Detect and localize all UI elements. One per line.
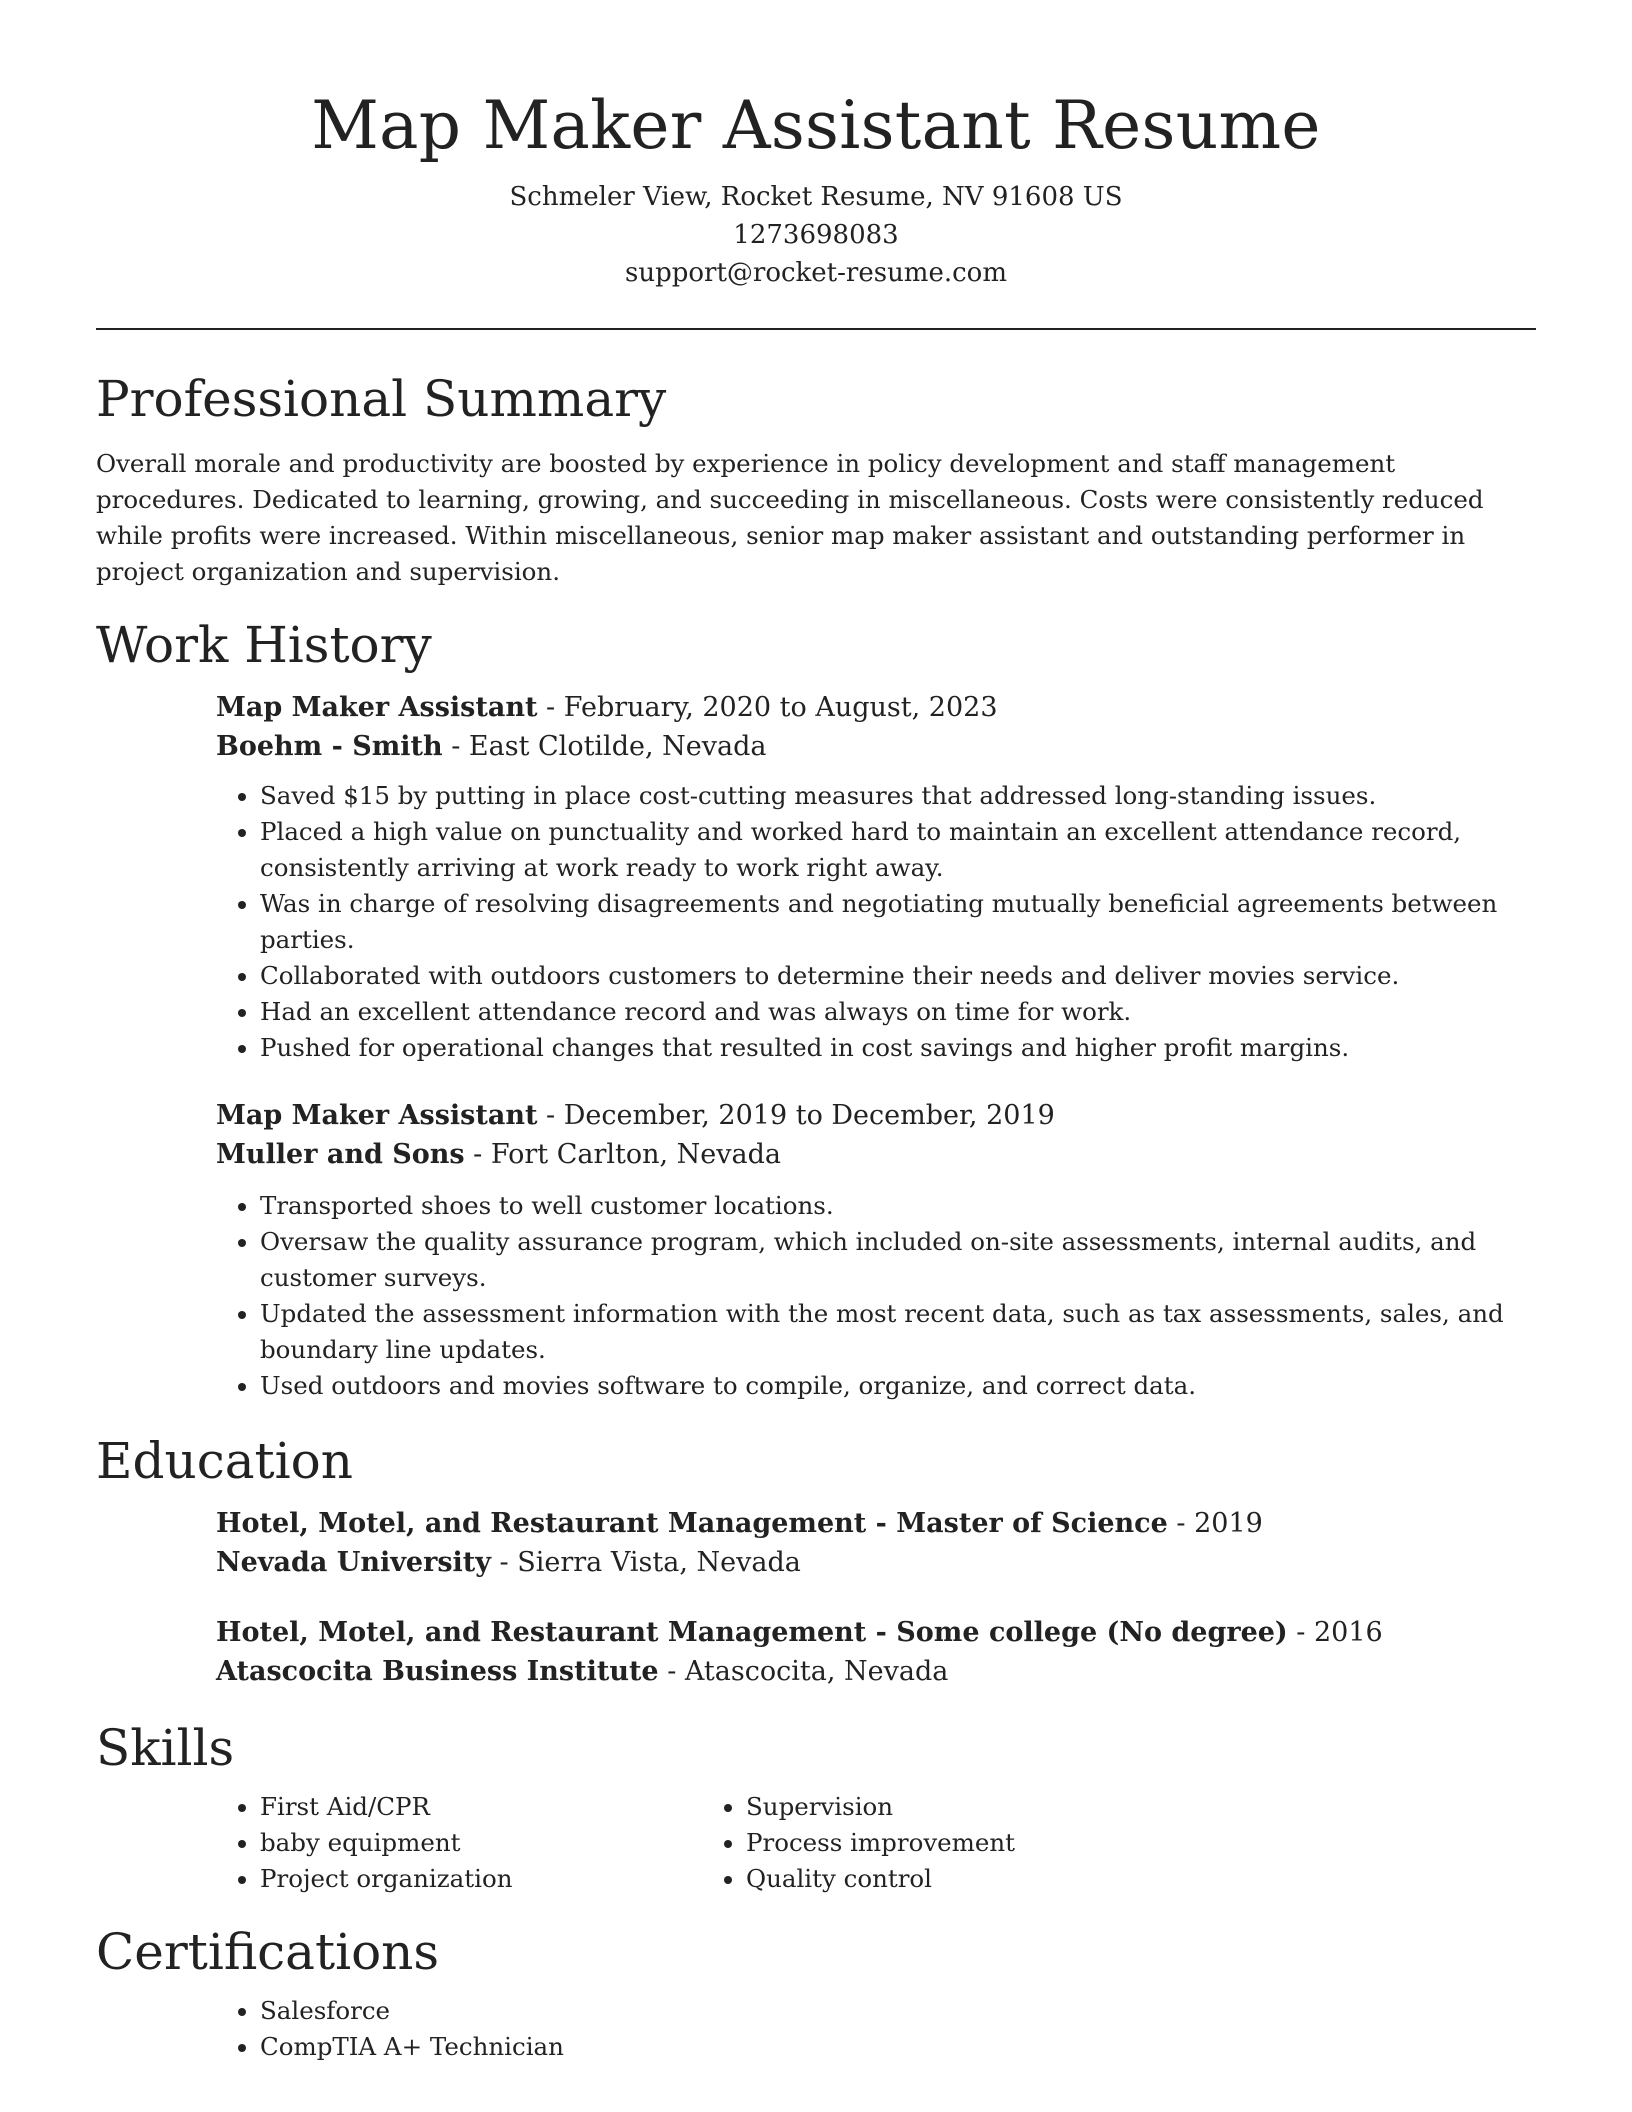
list-item: • Placed a high value on punctuality and worked hard to maintain an excellent attendance record, consistently arriving at work ready to work right away.	[260, 814, 1536, 886]
education-entry	[216, 1613, 1536, 1691]
education-degree: - Some college (No degree)	[866, 1617, 1288, 1648]
contact-address: Schmeler View, Rocket Resume, NV 91608 US	[509, 182, 1123, 212]
skill-item: • baby equipment	[260, 1825, 746, 1861]
list-item: • Transported shoes to well customer locations.	[260, 1188, 1536, 1224]
job-company-line	[216, 727, 1536, 766]
education-degree-line	[216, 1504, 1536, 1543]
education-year: - 2019	[1167, 1508, 1263, 1539]
skill-item: • Project organization	[260, 1861, 746, 1897]
job-bullets	[96, 1188, 1536, 1404]
list-item: • Oversaw the quality assurance program, which included on-site assessments, internal audits, and customer surveys.	[260, 1224, 1536, 1296]
education-school: Nevada University	[216, 1547, 491, 1578]
education-school-line	[216, 1543, 1536, 1582]
job-title-line	[216, 1096, 1536, 1135]
summary-heading: Professional Summary	[96, 370, 667, 428]
education-school: Atascocita Business Institute	[216, 1656, 659, 1687]
education-location: - Sierra Vista, Nevada	[490, 1547, 801, 1578]
list-item: • Was in charge of resolving disagreements and negotiating mutually beneficial agreements between parties.	[260, 886, 1536, 958]
education-year: - 2016	[1287, 1617, 1383, 1648]
contact-block	[96, 178, 1536, 292]
job-location: - Fort Carlton, Nevada	[464, 1139, 782, 1170]
education-school-line	[216, 1652, 1536, 1691]
education-heading: Education	[96, 1432, 353, 1490]
resume-title: Map Maker Assistant Resume	[311, 87, 1321, 164]
education-location: - Atascocita, Nevada	[658, 1656, 949, 1687]
skills-list-left	[96, 1789, 746, 1897]
list-item: • Pushed for operational changes that resulted in cost savings and higher profit margins.	[260, 1030, 1536, 1066]
job-title-line	[216, 688, 1536, 727]
job-dates: - December, 2019 to December, 2019	[537, 1100, 1055, 1131]
skill-item: • Process improvement	[746, 1825, 1396, 1861]
job-company-line	[216, 1135, 1536, 1174]
job-location: - East Clotilde, Nevada	[442, 731, 767, 762]
skills-heading: Skills	[96, 1719, 235, 1777]
skill-item: • Quality control	[746, 1861, 1396, 1897]
job-title: Map Maker Assistant	[216, 692, 538, 723]
header-divider	[96, 328, 1536, 330]
contact-phone: 1273698083	[733, 220, 899, 250]
job-dates: - February, 2020 to August, 2023	[537, 692, 998, 723]
skills-grid	[96, 1789, 1536, 1897]
contact-email: support@rocket-resume.com	[624, 258, 1007, 288]
job-company: Boehm - Smith	[216, 731, 443, 762]
job-company: Muller and Sons	[216, 1139, 465, 1170]
list-item: • Updated the assessment information with the most recent data, such as tax assessments, sales, and boundary line updates.	[260, 1296, 1536, 1368]
list-item: • Had an excellent attendance record and was always on time for work.	[260, 994, 1536, 1030]
job-entry	[216, 688, 1536, 1066]
list-item: • Saved $15 by putting in place cost-cutting measures that addressed long-standing issues.	[260, 778, 1536, 814]
resume-page	[96, 0, 1536, 2065]
certifications-list	[96, 1993, 1536, 2065]
certifications-heading: Certifications	[96, 1923, 440, 1981]
job-bullets	[96, 778, 1536, 1066]
education-field: Hotel, Motel, and Restaurant Management	[216, 1508, 867, 1539]
certification-item: • CompTIA A+ Technician	[260, 2029, 1536, 2065]
job-title: Map Maker Assistant	[216, 1100, 538, 1131]
skill-item: • First Aid/CPR	[260, 1789, 746, 1825]
skill-item: • Supervision	[746, 1789, 1396, 1825]
list-item: • Collaborated with outdoors customers to determine their needs and deliver movies service.	[260, 958, 1536, 994]
certification-item: • Salesforce	[260, 1993, 1536, 2029]
job-entry	[216, 1096, 1536, 1404]
work-history-heading: Work History	[96, 616, 432, 674]
skills-list-right	[746, 1789, 1396, 1897]
summary-text: Overall morale and productivity are boosted by experience in policy development and staff management procedures. Dedicated to learning, growing, and succeeding in miscellaneous. Costs were consistently reduced while profits were increased. Within miscellaneous, senior map maker assistant and outstanding performer in project organization and supervision.	[96, 449, 1484, 586]
education-entry	[216, 1504, 1536, 1582]
list-item: • Used outdoors and movies software to compile, organize, and correct data.	[260, 1368, 1536, 1404]
education-field: Hotel, Motel, and Restaurant Management	[216, 1617, 867, 1648]
education-degree: - Master of Science	[866, 1508, 1168, 1539]
education-degree-line	[216, 1613, 1536, 1652]
